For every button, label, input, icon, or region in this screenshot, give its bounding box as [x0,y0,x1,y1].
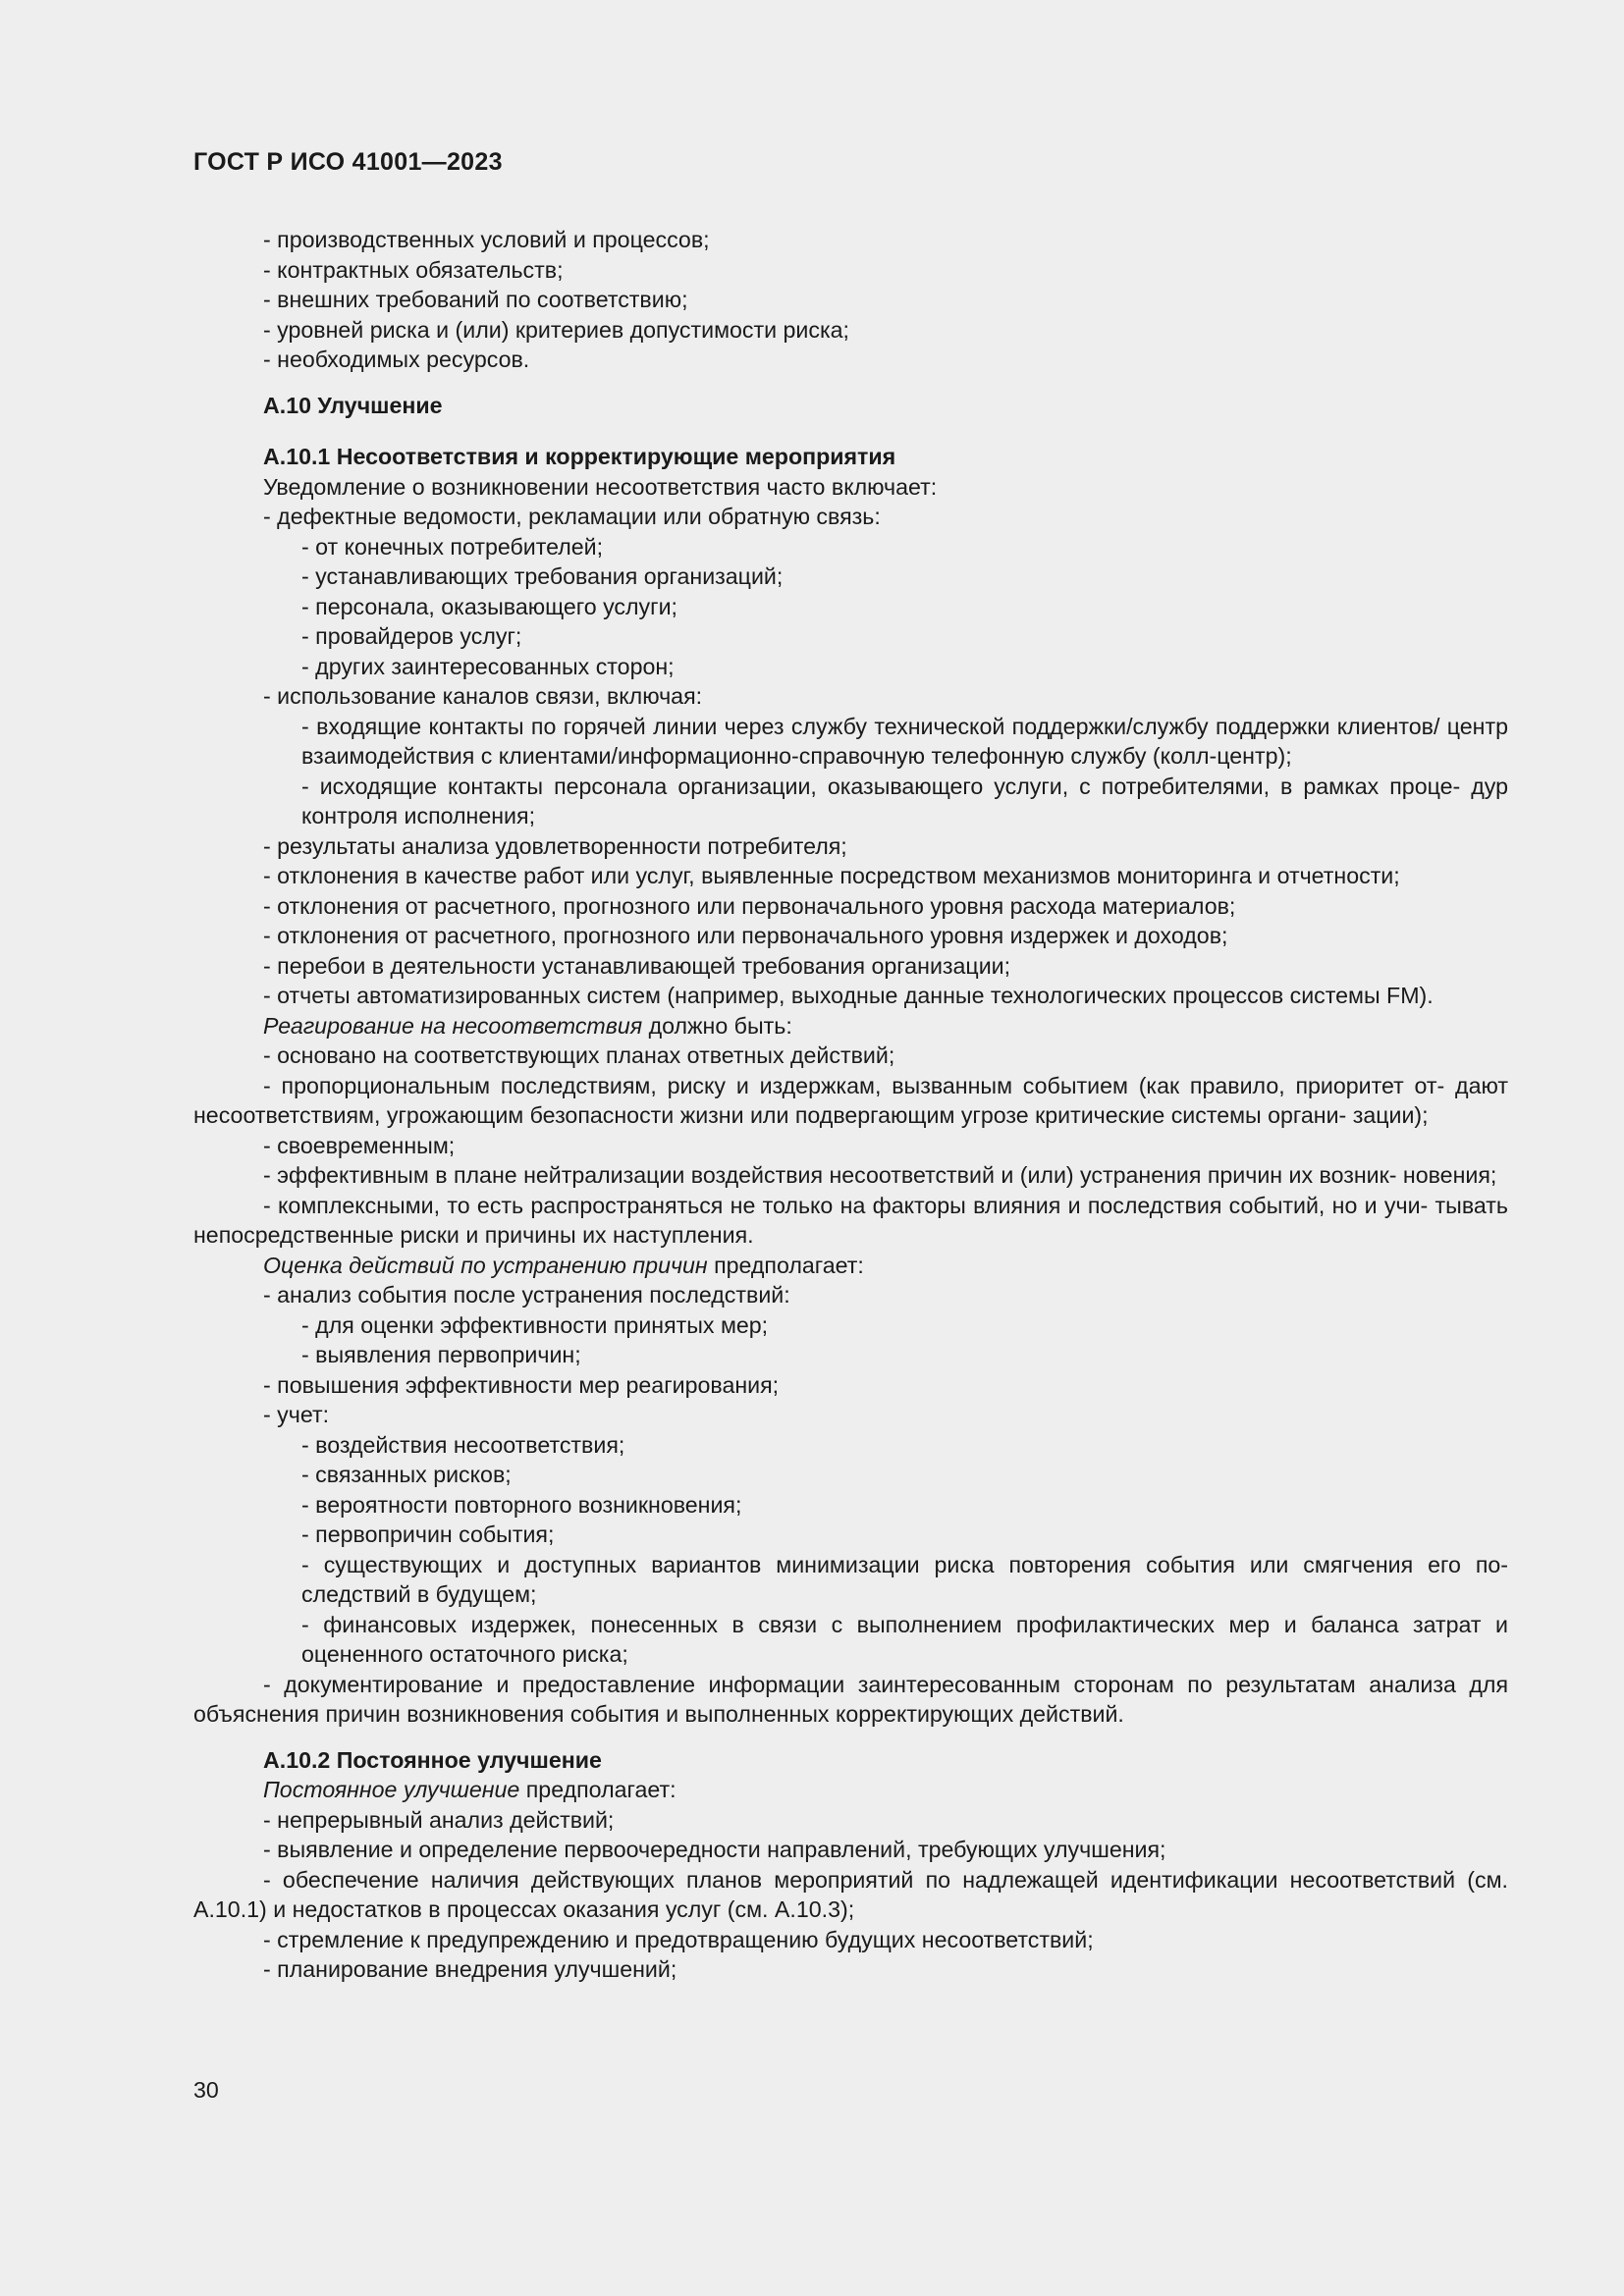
text-line [193,1011,1508,1041]
text-line: - контрактных обязательств; [263,256,564,283]
text-line: - комплексными, то есть распространяться не только на факторы влияния и последствия событий, но и учи- тывать непосредственные риски и причины их наступления. [193,1192,1508,1248]
section-heading: А.10 Улучшение [263,392,443,418]
document-body [193,225,1508,1985]
text-line: - отчеты автоматизированных систем (например, выходные данные технологических процессов системы FM). [263,983,1434,1008]
text-line: - эффективным в плане нейтрализации воздействия несоответствий и (или) устранения причин их возник- новения; [263,1162,1497,1188]
text-line: - дефектные ведомости, рекламации или обратную связь: [263,504,881,529]
text-line: - выявление и определение первоочередности направлений, требующих улучшения; [263,1837,1166,1862]
text-line-rest: должно быть: [642,1012,792,1039]
text-line: - учет: [263,1402,330,1427]
text-line: - отклонения от расчетного, прогнозного или первоначального уровня расхода материалов; [263,892,1236,919]
italic-term: Постоянное улучшение [263,1777,520,1802]
text-line [193,1251,1508,1281]
text-line: - первопричин события; [301,1522,555,1547]
text-line: - уровней риска и (или) критериев допустимости риска; [263,316,849,343]
text-line: - исходящие контакты персонала организации, оказывающего услуги, с потребителями, в рамках проце- дур контроля исполнения; [301,773,1508,828]
italic-term: Оценка действий по устранению причин [263,1252,708,1278]
text-line: - анализ события после устранения последствий: [263,1282,790,1308]
text-line: - связанных рисков; [301,1462,512,1487]
text-line: - финансовых издержек, понесенных в связи с выполнением профилактических мер и баланса затрат и оцененного остаточного риска; [301,1611,1508,1667]
text-line: - входящие контакты по горячей линии через службу технической поддержки/службу поддержки клиентов/ центр взаимодействия с клиентами/информационно-справочную телефонную службу (колл-центр); [301,713,1508,769]
text-line: - пропорциональным последствиям, риску и издержкам, вызванным событием (как правило, приоритет от- дают несоответствиям, угрожающим безопасности жизни или подвергающим угрозе критические системы органи- зации); [193,1072,1508,1128]
section-heading: А.10.2 Постоянное улучшение [263,1746,602,1773]
italic-term: Реагирование на несоответствия [263,1012,643,1039]
text-line: - документирование и предоставление информации заинтересованным сторонам по результатам анализа для объяснения причин возникновения события и выполненных корректирующих действий. [193,1671,1508,1727]
text-line: - выявления первопричин; [301,1342,581,1367]
text-line: - результаты анализа удовлетворенности потребителя; [263,832,847,859]
text-line: - воздействия несоответствия; [301,1431,625,1458]
text-line: - своевременным; [263,1132,456,1158]
page-number: 30 [193,2077,219,2103]
text-line: - отклонения в качестве работ или услуг, выявленные посредством механизмов мониторинга и отчетности; [263,863,1400,888]
text-line: Уведомление о возникновении несоответствия часто включает: [263,473,938,500]
text-line: - необходимых ресурсов. [263,347,530,372]
text-line: - внешних требований по соответствию; [263,287,688,312]
text-line: - устанавливающих требования организаций; [301,563,784,589]
text-line: - производственных условий и процессов; [263,227,710,252]
text-line: - провайдеров услуг; [301,623,522,649]
text-line: - от конечных потребителей; [301,533,604,560]
text-line: - вероятности повторного возникновения; [301,1491,742,1518]
text-line-rest: предполагает: [707,1252,864,1278]
text-line: - повышения эффективности мер реагирования; [263,1371,780,1398]
text-line: - стремление к предупреждению и предотвращению будущих несоответствий; [263,1926,1094,1952]
text-line: - других заинтересованных сторон; [301,653,675,679]
text-line: - персонала, оказывающего услуги; [301,593,678,619]
text-line: - обеспечение наличия действующих планов мероприятий по надлежащей идентификации несоответствий (см. А.10.1) и недостатков в процессах оказания услуг (см. А.10.3); [193,1866,1508,1922]
text-line [193,1775,1508,1805]
text-line: - основано на соответствующих планах ответных действий; [263,1042,895,1068]
text-line: - планирование внедрения улучшений; [263,1956,677,1982]
text-line: - для оценки эффективности принятых мер; [301,1311,769,1338]
text-line: - перебои в деятельности устанавливающей требования организации; [263,952,1011,979]
document-header-title: ГОСТ Р ИСО 41001—2023 [193,148,503,176]
section-heading: А.10.1 Несоответствия и корректирующие мероприятия [263,444,896,469]
text-line-rest: предполагает: [519,1777,677,1802]
text-line: - существующих и доступных вариантов минимизации риска повторения события или смягчения его по- следствий в будущем; [301,1551,1508,1607]
text-line: - использование каналов связи, включая: [263,683,703,709]
text-line: - непрерывный анализ действий; [263,1806,615,1833]
text-line: - отклонения от расчетного, прогнозного или первоначального уровня издержек и доходов; [263,923,1228,948]
